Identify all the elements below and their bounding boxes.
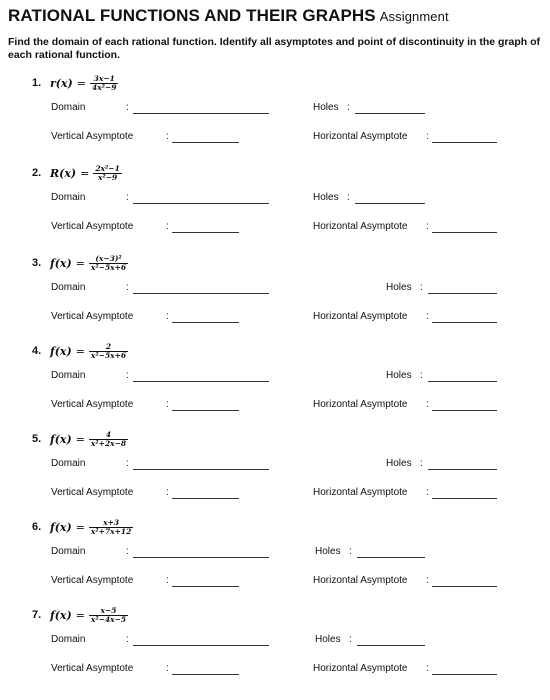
equals-sign: =	[76, 76, 86, 90]
holes-label: Holes	[313, 192, 339, 203]
function-equation	[32, 252, 128, 274]
denominator: 4x²−9	[91, 82, 117, 92]
horizontal-asymptote-label: Horizontal Asymptote	[313, 663, 408, 674]
horizontal-asymptote-colon: :	[426, 221, 429, 232]
horizontal-asymptote-label: Horizontal Asymptote	[313, 487, 408, 498]
numerator: 4	[105, 429, 112, 439]
domain-label: Domain	[51, 634, 86, 645]
vertical-asymptote-colon: :	[166, 131, 169, 142]
holes-colon: :	[420, 370, 423, 381]
horizontal-asymptote-answer-line[interactable]	[432, 498, 497, 499]
domain-answer-line[interactable]	[133, 557, 269, 558]
equals-sign: =	[80, 166, 90, 180]
holes-answer-line[interactable]	[428, 469, 497, 470]
fraction	[89, 519, 133, 536]
function-name: f(x)	[50, 344, 72, 358]
horizontal-asymptote-answer-line[interactable]	[432, 586, 497, 587]
domain-answer-line[interactable]	[133, 293, 269, 294]
vertical-asymptote-answer-line[interactable]	[172, 410, 239, 411]
vertical-asymptote-answer-line[interactable]	[172, 142, 239, 143]
function-name: f(x)	[50, 256, 72, 270]
horizontal-asymptote-label: Horizontal Asymptote	[313, 221, 408, 232]
holes-answer-line[interactable]	[357, 645, 425, 646]
domain-label: Domain	[51, 192, 86, 203]
vertical-asymptote-colon: :	[166, 575, 169, 586]
fraction	[89, 431, 128, 448]
function-equation	[32, 72, 118, 94]
denominator: x²−5x+6	[90, 262, 127, 272]
domain-colon: :	[126, 634, 129, 645]
problem-number: 2.	[32, 167, 42, 179]
problem-number: 1.	[32, 77, 42, 89]
problem-5	[0, 428, 550, 516]
equals-sign: =	[75, 256, 85, 270]
horizontal-asymptote-answer-line[interactable]	[432, 674, 497, 675]
function-equation	[32, 162, 122, 184]
vertical-asymptote-label: Vertical Asymptote	[51, 311, 134, 322]
vertical-asymptote-label: Vertical Asymptote	[51, 399, 134, 410]
function-equation	[32, 428, 128, 450]
domain-answer-line[interactable]	[133, 203, 269, 204]
holes-answer-line[interactable]	[357, 557, 425, 558]
equals-sign: =	[75, 608, 85, 622]
vertical-asymptote-label: Vertical Asymptote	[51, 131, 134, 142]
domain-answer-line[interactable]	[133, 469, 269, 470]
problem-number: 5.	[32, 433, 42, 445]
problem-7	[0, 604, 550, 692]
horizontal-asymptote-answer-line[interactable]	[432, 410, 497, 411]
domain-answer-line[interactable]	[133, 113, 269, 114]
horizontal-asymptote-colon: :	[426, 487, 429, 498]
vertical-asymptote-answer-line[interactable]	[172, 232, 239, 233]
horizontal-asymptote-answer-line[interactable]	[432, 142, 497, 143]
horizontal-asymptote-colon: :	[426, 131, 429, 142]
problem-number: 7.	[32, 609, 42, 621]
horizontal-asymptote-label: Horizontal Asymptote	[313, 131, 408, 142]
vertical-asymptote-answer-line[interactable]	[172, 498, 239, 499]
title-text: RATIONAL FUNCTIONS AND THEIR GRAPHS	[8, 6, 376, 25]
vertical-asymptote-label: Vertical Asymptote	[51, 575, 134, 586]
vertical-asymptote-answer-line[interactable]	[172, 322, 239, 323]
fraction	[89, 255, 128, 272]
domain-colon: :	[126, 546, 129, 557]
numerator: 3x−1	[93, 73, 115, 83]
holes-label: Holes	[313, 102, 339, 113]
horizontal-asymptote-label: Horizontal Asymptote	[313, 575, 408, 586]
holes-answer-line[interactable]	[428, 293, 497, 294]
problem-4	[0, 340, 550, 428]
horizontal-asymptote-colon: :	[426, 575, 429, 586]
domain-colon: :	[126, 370, 129, 381]
denominator: x²+2x−8	[90, 438, 127, 448]
fraction	[89, 343, 128, 360]
equals-sign: =	[75, 344, 85, 358]
vertical-asymptote-colon: :	[166, 663, 169, 674]
numerator: x+3	[103, 517, 120, 527]
vertical-asymptote-colon: :	[166, 487, 169, 498]
denominator: x²−5x+6	[90, 350, 127, 360]
domain-label: Domain	[51, 370, 86, 381]
holes-colon: :	[420, 458, 423, 469]
problem-number: 3.	[32, 257, 42, 269]
problem-number: 6.	[32, 521, 42, 533]
page-title	[8, 6, 449, 26]
domain-colon: :	[126, 282, 129, 293]
function-name: f(x)	[50, 608, 72, 622]
vertical-asymptote-label: Vertical Asymptote	[51, 487, 134, 498]
function-name: R(x)	[50, 166, 77, 180]
holes-answer-line[interactable]	[428, 381, 497, 382]
holes-label: Holes	[386, 458, 412, 469]
horizontal-asymptote-answer-line[interactable]	[432, 322, 497, 323]
problem-1	[0, 72, 550, 160]
holes-label: Holes	[315, 634, 341, 645]
problem-2	[0, 162, 550, 250]
equals-sign: =	[75, 432, 85, 446]
holes-label: Holes	[386, 282, 412, 293]
holes-label: Holes	[386, 370, 412, 381]
problem-number: 4.	[32, 345, 42, 357]
vertical-asymptote-colon: :	[166, 221, 169, 232]
horizontal-asymptote-label: Horizontal Asymptote	[313, 311, 408, 322]
problem-3	[0, 252, 550, 340]
function-name: f(x)	[50, 520, 72, 534]
domain-label: Domain	[51, 458, 86, 469]
vertical-asymptote-answer-line[interactable]	[172, 586, 239, 587]
denominator: x²−4x−5	[90, 614, 127, 624]
domain-label: Domain	[51, 282, 86, 293]
equals-sign: =	[75, 520, 85, 534]
holes-colon: :	[420, 282, 423, 293]
horizontal-asymptote-label: Horizontal Asymptote	[313, 399, 408, 410]
denominator: x²−9	[97, 172, 118, 182]
numerator: 2x²−1	[95, 163, 120, 173]
vertical-asymptote-label: Vertical Asymptote	[51, 663, 134, 674]
horizontal-asymptote-colon: :	[426, 399, 429, 410]
function-equation	[32, 516, 133, 538]
domain-colon: :	[126, 102, 129, 113]
horizontal-asymptote-answer-line[interactable]	[432, 232, 497, 233]
vertical-asymptote-colon: :	[166, 311, 169, 322]
subtitle-text: Assignment	[379, 9, 449, 24]
function-name: f(x)	[50, 432, 72, 446]
instructions: Find the domain of each rational function. Identify all asymptotes and point of discontinuity in the graph of each rational function.	[8, 36, 541, 61]
vertical-asymptote-colon: :	[166, 399, 169, 410]
horizontal-asymptote-colon: :	[426, 663, 429, 674]
holes-answer-line[interactable]	[355, 203, 425, 204]
fraction	[90, 75, 118, 92]
holes-label: Holes	[315, 546, 341, 557]
domain-answer-line[interactable]	[133, 381, 269, 382]
holes-answer-line[interactable]	[355, 113, 425, 114]
function-equation	[32, 340, 128, 362]
holes-colon: :	[349, 634, 352, 645]
holes-colon: :	[349, 546, 352, 557]
function-equation	[32, 604, 128, 626]
numerator: x−5	[100, 605, 117, 615]
numerator: (x−3)²	[95, 253, 122, 263]
numerator: 2	[105, 341, 112, 351]
fraction	[89, 607, 128, 624]
problem-6	[0, 516, 550, 604]
holes-colon: :	[347, 192, 350, 203]
domain-colon: :	[126, 192, 129, 203]
domain-label: Domain	[51, 546, 86, 557]
holes-colon: :	[347, 102, 350, 113]
vertical-asymptote-answer-line[interactable]	[172, 674, 239, 675]
fraction	[93, 165, 121, 182]
domain-colon: :	[126, 458, 129, 469]
denominator: x²+7x+12	[90, 526, 132, 536]
horizontal-asymptote-colon: :	[426, 311, 429, 322]
function-name: r(x)	[50, 76, 73, 90]
vertical-asymptote-label: Vertical Asymptote	[51, 221, 134, 232]
domain-answer-line[interactable]	[133, 645, 269, 646]
domain-label: Domain	[51, 102, 86, 113]
